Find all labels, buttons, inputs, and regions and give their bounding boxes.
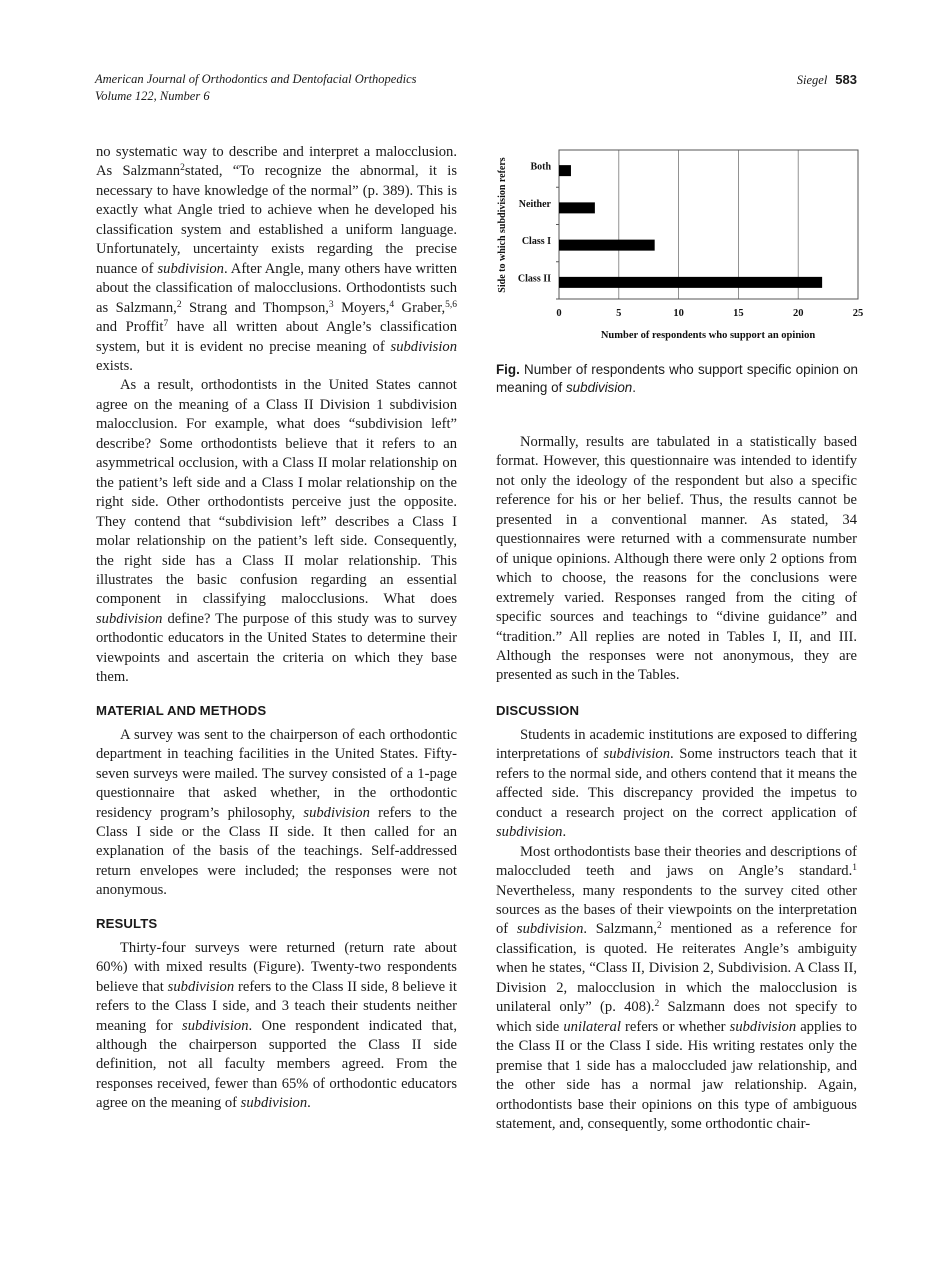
paragraph: Most orthodontists base their theories and descriptions of maloccluded teeth and jaws on Angle’s standard.$^1$ Nevertheless, many respondents to the survey cited other sources as the bases of their viewpoints on the interpretation of subdivision. Salzmann,$^2$ mentioned as a reference for classification, is quoted. He reiterates Angle’s ambiguity when he states, “Class II, Division 2, Subdivision. A Class II, Division 2, malocclusion in which the malocclusion is unilateral only” (p. 408).$^2$ Salzmann does not specify to which side unilateral refers or whether subdivision applies to the Class II or the Class I side. His writing restates only the premise that 1 side has a maloccluded jaw relationship, and the other side has a normal jaw relationship. Again, orthodontists base their opinions on this type of ambiguous statement, and, consequently, some orthodontic chair- [496, 843, 857, 1132]
journal-volume: Volume 122, Number 6 [95, 89, 210, 103]
bar [559, 240, 655, 251]
figure-caption: Fig. Number of respondents who support specific opinion on meaning of subdivision. [496, 362, 858, 395]
chart-gridlines [556, 150, 798, 299]
section-heading-results: RESULTS [96, 915, 158, 931]
x-tick-label: 10 [673, 308, 684, 319]
x-tick-label: 15 [733, 308, 744, 319]
category-label: Class II [517, 273, 551, 285]
paragraph: Thirty-four surveys were returned (return rate about 60%) with mixed results (Figure). Twenty-two respondents believe that subdivision refers to the Class II side, 8 believe it refers to the Class I side, and 3 teach their students neither meaning for subdivision. One respondent indicated that, although the chairperson supported the Class II side definition, not all faculty members agreed. From the responses received, fewer than 65% of orthodontic educators agree on the meaning of subdivision. [96, 939, 457, 1112]
caption-label: Fig. [496, 362, 520, 377]
author-name: Siegel [796, 73, 828, 87]
citation: 7 [163, 319, 169, 330]
section-heading-discussion: DISCUSSION [496, 702, 580, 718]
citation: 2 [180, 163, 185, 174]
category-label: Class I [521, 236, 551, 248]
bar [559, 165, 571, 176]
paragraph: A survey was sent to the chairperson of each orthodontic department in teaching facilities in the United States. Fifty-seven surveys were mailed. The survey consisted of a 1-page questionnaire that asked whether, in the orthodontic residency program’s philosophy, subdivision refers to the Class I side or the Class II side. It then called for an explanation of the basis of the teachings. Self-addressed return envelopes were included; the responses were not anonymous. [96, 726, 457, 899]
chart-x-tick-labels [556, 308, 863, 319]
paragraph: no systematic way to describe and interpret a malocclusion. As Salzmann$^2$stated, “To recognize the abnormal, it is necessary to have knowledge of the normal” (p. 389). This is exactly what Angle tried to achieve when he developed his classification system and established a uniform language. Unfortunately, uncertainty exists regarding the precise nuance of subdivision. After Angle, many others have written about the classification of malocclusions. Orthodontists such as Salzmann,$^2$ Strang and Thompson,$^3$ Moyers,$^4$ Graber,$^{5,6}$ and Proffit$^7$ have all written about Angle’s classification system, but it is evident no precise meaning of subdivision exists. [96, 144, 458, 374]
right-column [496, 433, 857, 1134]
journal-title: American Journal of Orthodontics and Dentofacial Orthopedics [95, 72, 417, 86]
running-header [95, 71, 417, 105]
citation: 2 [656, 921, 662, 932]
paragraph: As a result, orthodontists in the United States cannot agree on the meaning of a Class II Division 1 subdivision malocclusion. For example, what does “subdivision left” describe? Some orthodontists believe that it refers to an asymmetrical occlusion, with a Class II molar relationship on the patient’s left side and a Class I molar relationship on the right side. Other orthodontists perceive just the opposite. They contend that “subdivision left” describes a Class I molar relationship on the patient’s left side. Consequently, the right side has a Class II molar relationship. This illustrates the basic confusion regarding an essential component in classifying malocclusions. What does subdivision define? The purpose of this study was to survey orthodontic educators in the United States to determine their viewpoints and ascertain the criteria on which they base them. [96, 377, 457, 686]
citation: 5,6 [445, 299, 457, 310]
x-tick-label: 20 [792, 308, 804, 319]
running-header-right [797, 71, 857, 89]
chart-bars [559, 165, 822, 288]
citation: 4 [389, 299, 395, 310]
chart-category-labels [518, 162, 552, 285]
section-heading-methods: MATERIAL AND METHODS [96, 702, 267, 718]
category-label: Neither [518, 198, 551, 210]
y-axis-label: Side to which subdivision refers [497, 157, 508, 293]
x-tick-label: 5 [616, 308, 622, 319]
x-axis-label: Number of respondents who support an opinion [600, 330, 816, 341]
bar [559, 277, 822, 288]
bar-chart [493, 143, 865, 353]
x-tick-label: 25 [852, 308, 864, 319]
x-tick-label: 0 [556, 308, 562, 319]
left-column [96, 143, 457, 1114]
citation: 2 [176, 299, 182, 310]
plot-frame [559, 150, 858, 299]
citation: 1 [852, 863, 857, 874]
citation: 3 [328, 299, 334, 310]
citation: 2 [654, 999, 660, 1010]
page-number: 583 [835, 72, 857, 87]
bar [559, 202, 595, 213]
paragraph: Normally, results are tabulated in a statistically based format. However, this questionnaire was intended to identify not only the ideology of the respondent but also a specific reference for his or her belief. Thus, the results cannot be presented in a conventional manner. As stated, 34 questionnaires were returned with a commensurate number of unique opinions. Although there were only 2 options from which to choose, the reasons for the conclusions were extremely varied. Responses ranged from the citing of specific sources and teachings to “divine guidance” and “tradition.” All replies are noted in Tables I, II, and III. Although the responses were not anonymous, they are presented as such in the Tables. [496, 434, 857, 684]
category-label: Both [530, 161, 551, 173]
figure-bar-chart [493, 143, 865, 353]
paragraph: Students in academic institutions are exposed to differing interpretations of subdivision. Some instructors teach that it refers to the normal side, and others contend that it means the affected side. This discrepancy provided the impetus to conduct a research project on the correct application of subdivision. [496, 726, 857, 841]
